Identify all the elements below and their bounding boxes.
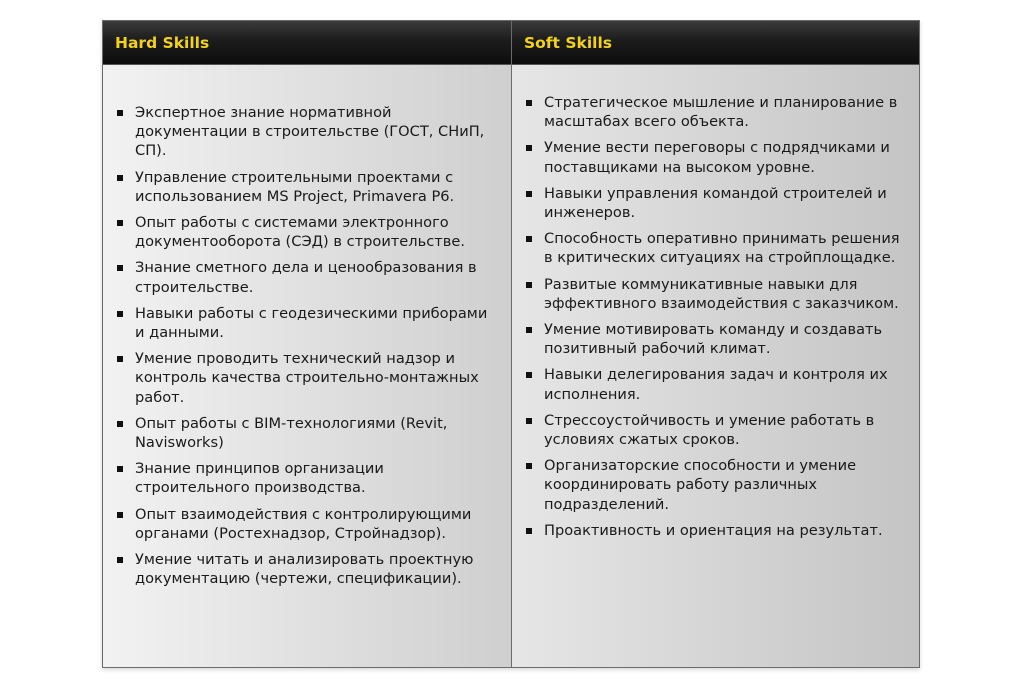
list-item-text: Умение проводить технический надзор и контроль качества строительно-монтажных работ. bbox=[135, 350, 479, 406]
list-item bbox=[115, 258, 499, 296]
bullet-icon bbox=[117, 220, 123, 226]
bullet-icon bbox=[526, 100, 532, 106]
list-item-text: Проактивность и ориентация на результат. bbox=[544, 521, 883, 539]
list-item-text: Умение читать и анализировать проектную документацию (чертежи, спецификации). bbox=[135, 551, 474, 588]
list-item-text: Развитые коммуникативные навыки для эффективного взаимодействия с заказчиком. bbox=[544, 275, 899, 312]
skills-table bbox=[102, 20, 920, 668]
list-item-text: Навыки работы с геодезическими приборами и данными. bbox=[135, 304, 488, 342]
list-item bbox=[115, 304, 499, 342]
list-item bbox=[524, 456, 907, 514]
list-item bbox=[115, 349, 499, 407]
bullet-icon bbox=[526, 418, 532, 424]
hard-skills-column bbox=[103, 21, 511, 667]
list-item bbox=[524, 184, 907, 222]
list-item bbox=[115, 213, 499, 251]
soft-skills-column bbox=[511, 21, 919, 667]
bullet-icon bbox=[117, 311, 123, 317]
bullet-icon bbox=[117, 557, 123, 563]
bullet-icon bbox=[526, 463, 532, 469]
list-item bbox=[115, 505, 499, 543]
bullet-icon bbox=[117, 265, 123, 271]
list-item bbox=[524, 93, 907, 131]
list-item bbox=[524, 229, 907, 267]
bullet-icon bbox=[117, 466, 123, 472]
list-item-text: Опыт взаимодействия с контролирующими органами (Ростехнадзор, Стройнадзор). bbox=[135, 505, 472, 542]
list-item-text: Знание принципов организации строительного производства. bbox=[135, 460, 384, 497]
hard-skills-header: Hard Skills bbox=[103, 21, 511, 65]
hard-skills-list bbox=[103, 103, 511, 588]
bullet-icon bbox=[117, 421, 123, 427]
bullet-icon bbox=[117, 175, 123, 181]
list-item-text: Стратегическое мышление и планирование в масштабах всего объекта. bbox=[544, 94, 898, 131]
bullet-icon bbox=[526, 327, 532, 333]
list-item-text: Опыт работы с BIM-технологиями (Revit, Navisworks) bbox=[135, 414, 448, 452]
list-item bbox=[115, 414, 499, 452]
list-item-text: Навыки управления командой строителей и инженеров. bbox=[544, 184, 887, 222]
hard-skills-body bbox=[103, 65, 511, 667]
list-item-text: Знание сметного дела и ценообразования в строительстве. bbox=[135, 259, 477, 296]
list-item-text: Навыки делегирования задач и контроля их исполнения. bbox=[544, 366, 888, 403]
bullet-icon bbox=[117, 356, 123, 362]
list-item bbox=[524, 320, 907, 358]
list-item-text: Опыт работы с системами электронного документооборота (СЭД) в строительстве. bbox=[135, 214, 465, 251]
bullet-icon bbox=[117, 110, 123, 116]
list-item bbox=[524, 411, 907, 449]
list-item-text: Организаторские способности и умение координировать работу различных подразделений. bbox=[544, 457, 857, 513]
bullet-icon bbox=[526, 191, 532, 197]
list-item bbox=[524, 365, 907, 403]
list-item bbox=[115, 103, 499, 161]
bullet-icon bbox=[526, 528, 532, 534]
list-item bbox=[115, 550, 499, 588]
soft-skills-header: Soft Skills bbox=[512, 21, 919, 65]
list-item bbox=[524, 275, 907, 313]
list-item-text: Экспертное знание нормативной документации в строительстве (ГОСТ, СНиП, СП). bbox=[135, 104, 485, 160]
list-item bbox=[115, 459, 499, 497]
list-item-text: Умение мотивировать команду и создавать позитивный рабочий климат. bbox=[544, 321, 883, 358]
list-item bbox=[524, 521, 907, 540]
list-item-text: Стрессоустойчивость и умение работать в условиях сжатых сроков. bbox=[544, 411, 875, 449]
bullet-icon bbox=[526, 145, 532, 151]
list-item bbox=[524, 138, 907, 176]
bullet-icon bbox=[526, 372, 532, 378]
bullet-icon bbox=[526, 236, 532, 242]
soft-skills-body bbox=[512, 65, 919, 667]
list-item-text: Управление строительными проектами с использованием MS Project, Primavera P6. bbox=[135, 168, 455, 205]
list-item-text: Умение вести переговоры с подрядчиками и поставщиками на высоком уровне. bbox=[544, 139, 890, 176]
bullet-icon bbox=[526, 282, 532, 288]
soft-skills-list bbox=[512, 93, 919, 540]
bullet-icon bbox=[117, 512, 123, 518]
list-item bbox=[115, 168, 499, 206]
list-item-text: Способность оперативно принимать решения в критических ситуациях на стройплощадке. bbox=[544, 230, 900, 267]
